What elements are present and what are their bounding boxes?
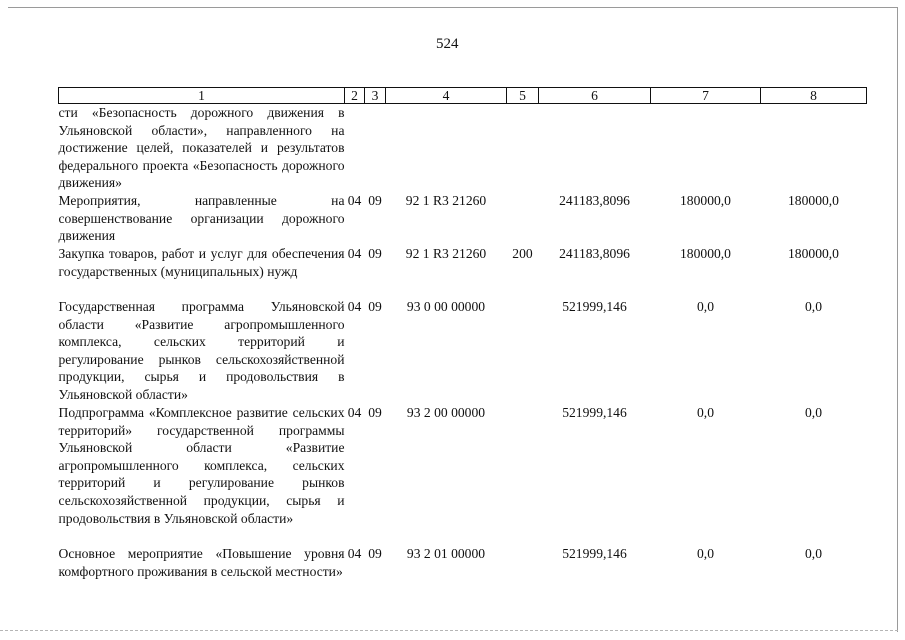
column-header: 3 bbox=[365, 88, 386, 104]
cell-target-code: 93 2 00 00000 bbox=[406, 404, 486, 420]
cell-subsection: 09 bbox=[368, 298, 382, 314]
cell-target-code bbox=[386, 104, 507, 192]
column-header: 7 bbox=[651, 88, 761, 104]
cell-subsection bbox=[365, 104, 386, 192]
cell-amount-7: 0,0 bbox=[697, 404, 714, 420]
row-name: Закупка товаров, работ и услуг для обеспечения государственных (муниципальных) нужд bbox=[58, 245, 345, 279]
cell-section bbox=[345, 104, 365, 192]
cell-target-code: 93 0 00 00000 bbox=[406, 298, 486, 314]
cell-subsection: 09 bbox=[368, 245, 382, 261]
table-row bbox=[59, 192, 867, 245]
table-row bbox=[59, 245, 867, 298]
cell-amount-8: 0,0 bbox=[805, 545, 822, 561]
page-border-right bbox=[897, 7, 898, 632]
cell-amount-6: 521999,146 bbox=[562, 545, 627, 561]
page-border-top bbox=[8, 7, 898, 8]
cell-subsection: 09 bbox=[368, 545, 382, 561]
table-row bbox=[59, 298, 867, 404]
cell-amount-7: 180000,0 bbox=[680, 192, 731, 208]
row-name: Государственная программа Ульяновской области «Развитие агропромышленного комплекса, сельских территорий и регулирование рынков сельскохозяйственной продукции, сырья и продовольствия в Ульяновской области» bbox=[58, 298, 345, 402]
cell-amount-7: 0,0 bbox=[697, 545, 714, 561]
column-header: 6 bbox=[539, 88, 651, 104]
cell-section: 04 bbox=[347, 192, 362, 208]
cell-target-code: 92 1 R3 21260 bbox=[405, 245, 487, 261]
table-header-row bbox=[59, 88, 867, 104]
budget-table bbox=[58, 87, 867, 598]
row-name: Мероприятия, направленные на совершенствование организации дорожного движения bbox=[58, 192, 345, 244]
cell-amount-6 bbox=[539, 104, 651, 192]
cell-expense-type: 200 bbox=[512, 245, 533, 261]
cell-expense-type bbox=[507, 192, 539, 245]
cell-target-code: 92 1 R3 21260 bbox=[405, 192, 487, 208]
cell-expense-type bbox=[507, 404, 539, 545]
row-name: Основное мероприятие «Повышение уровня комфортного проживания в сельской местности» bbox=[58, 545, 345, 579]
column-header: 5 bbox=[507, 88, 539, 104]
cell-amount-6: 241183,8096 bbox=[559, 192, 630, 208]
page-number: 524 bbox=[436, 36, 459, 52]
table-row bbox=[59, 545, 867, 598]
cell-subsection: 09 bbox=[368, 404, 382, 420]
cell-amount-7: 0,0 bbox=[697, 298, 714, 314]
row-name: сти «Безопасность дорожного движения в Ульяновской области», направленного на достижение целей, показателей и результатов федерального проекта «Безопасность дорожного движения» bbox=[58, 105, 345, 191]
cell-amount-8: 0,0 bbox=[805, 404, 822, 420]
cell-amount-8: 180000,0 bbox=[788, 192, 839, 208]
cell-expense-type bbox=[507, 104, 539, 192]
cell-target-code: 93 2 01 00000 bbox=[406, 545, 486, 561]
cell-section: 04 bbox=[347, 298, 362, 314]
cell-amount-7: 180000,0 bbox=[680, 245, 731, 261]
cell-amount-8 bbox=[761, 104, 867, 192]
cell-amount-7 bbox=[651, 104, 761, 192]
cell-subsection: 09 bbox=[368, 192, 382, 208]
cell-amount-6: 241183,8096 bbox=[559, 245, 630, 261]
cell-amount-8: 0,0 bbox=[805, 298, 822, 314]
cell-expense-type bbox=[507, 545, 539, 598]
row-name: Подпрограмма «Комплексное развитие сельских территорий» государственной программы Ульяновской области «Развитие агропромышленного комплекса, сельских территорий и регулирование рынков сельскохозяйственной продукции, сырья и продовольствия в Ульяновской области» bbox=[58, 404, 345, 526]
cell-amount-8: 180000,0 bbox=[788, 245, 839, 261]
column-header: 1 bbox=[59, 88, 345, 104]
cell-section: 04 bbox=[347, 404, 362, 420]
cell-amount-6: 521999,146 bbox=[562, 404, 627, 420]
page-border-bottom bbox=[0, 630, 898, 631]
column-header: 8 bbox=[761, 88, 867, 104]
table-row bbox=[59, 104, 867, 192]
cell-section: 04 bbox=[347, 545, 362, 561]
column-header: 4 bbox=[386, 88, 507, 104]
cell-amount-6: 521999,146 bbox=[562, 298, 627, 314]
cell-expense-type bbox=[507, 298, 539, 404]
table-row bbox=[59, 404, 867, 545]
column-header: 2 bbox=[345, 88, 365, 104]
cell-section: 04 bbox=[347, 245, 362, 261]
